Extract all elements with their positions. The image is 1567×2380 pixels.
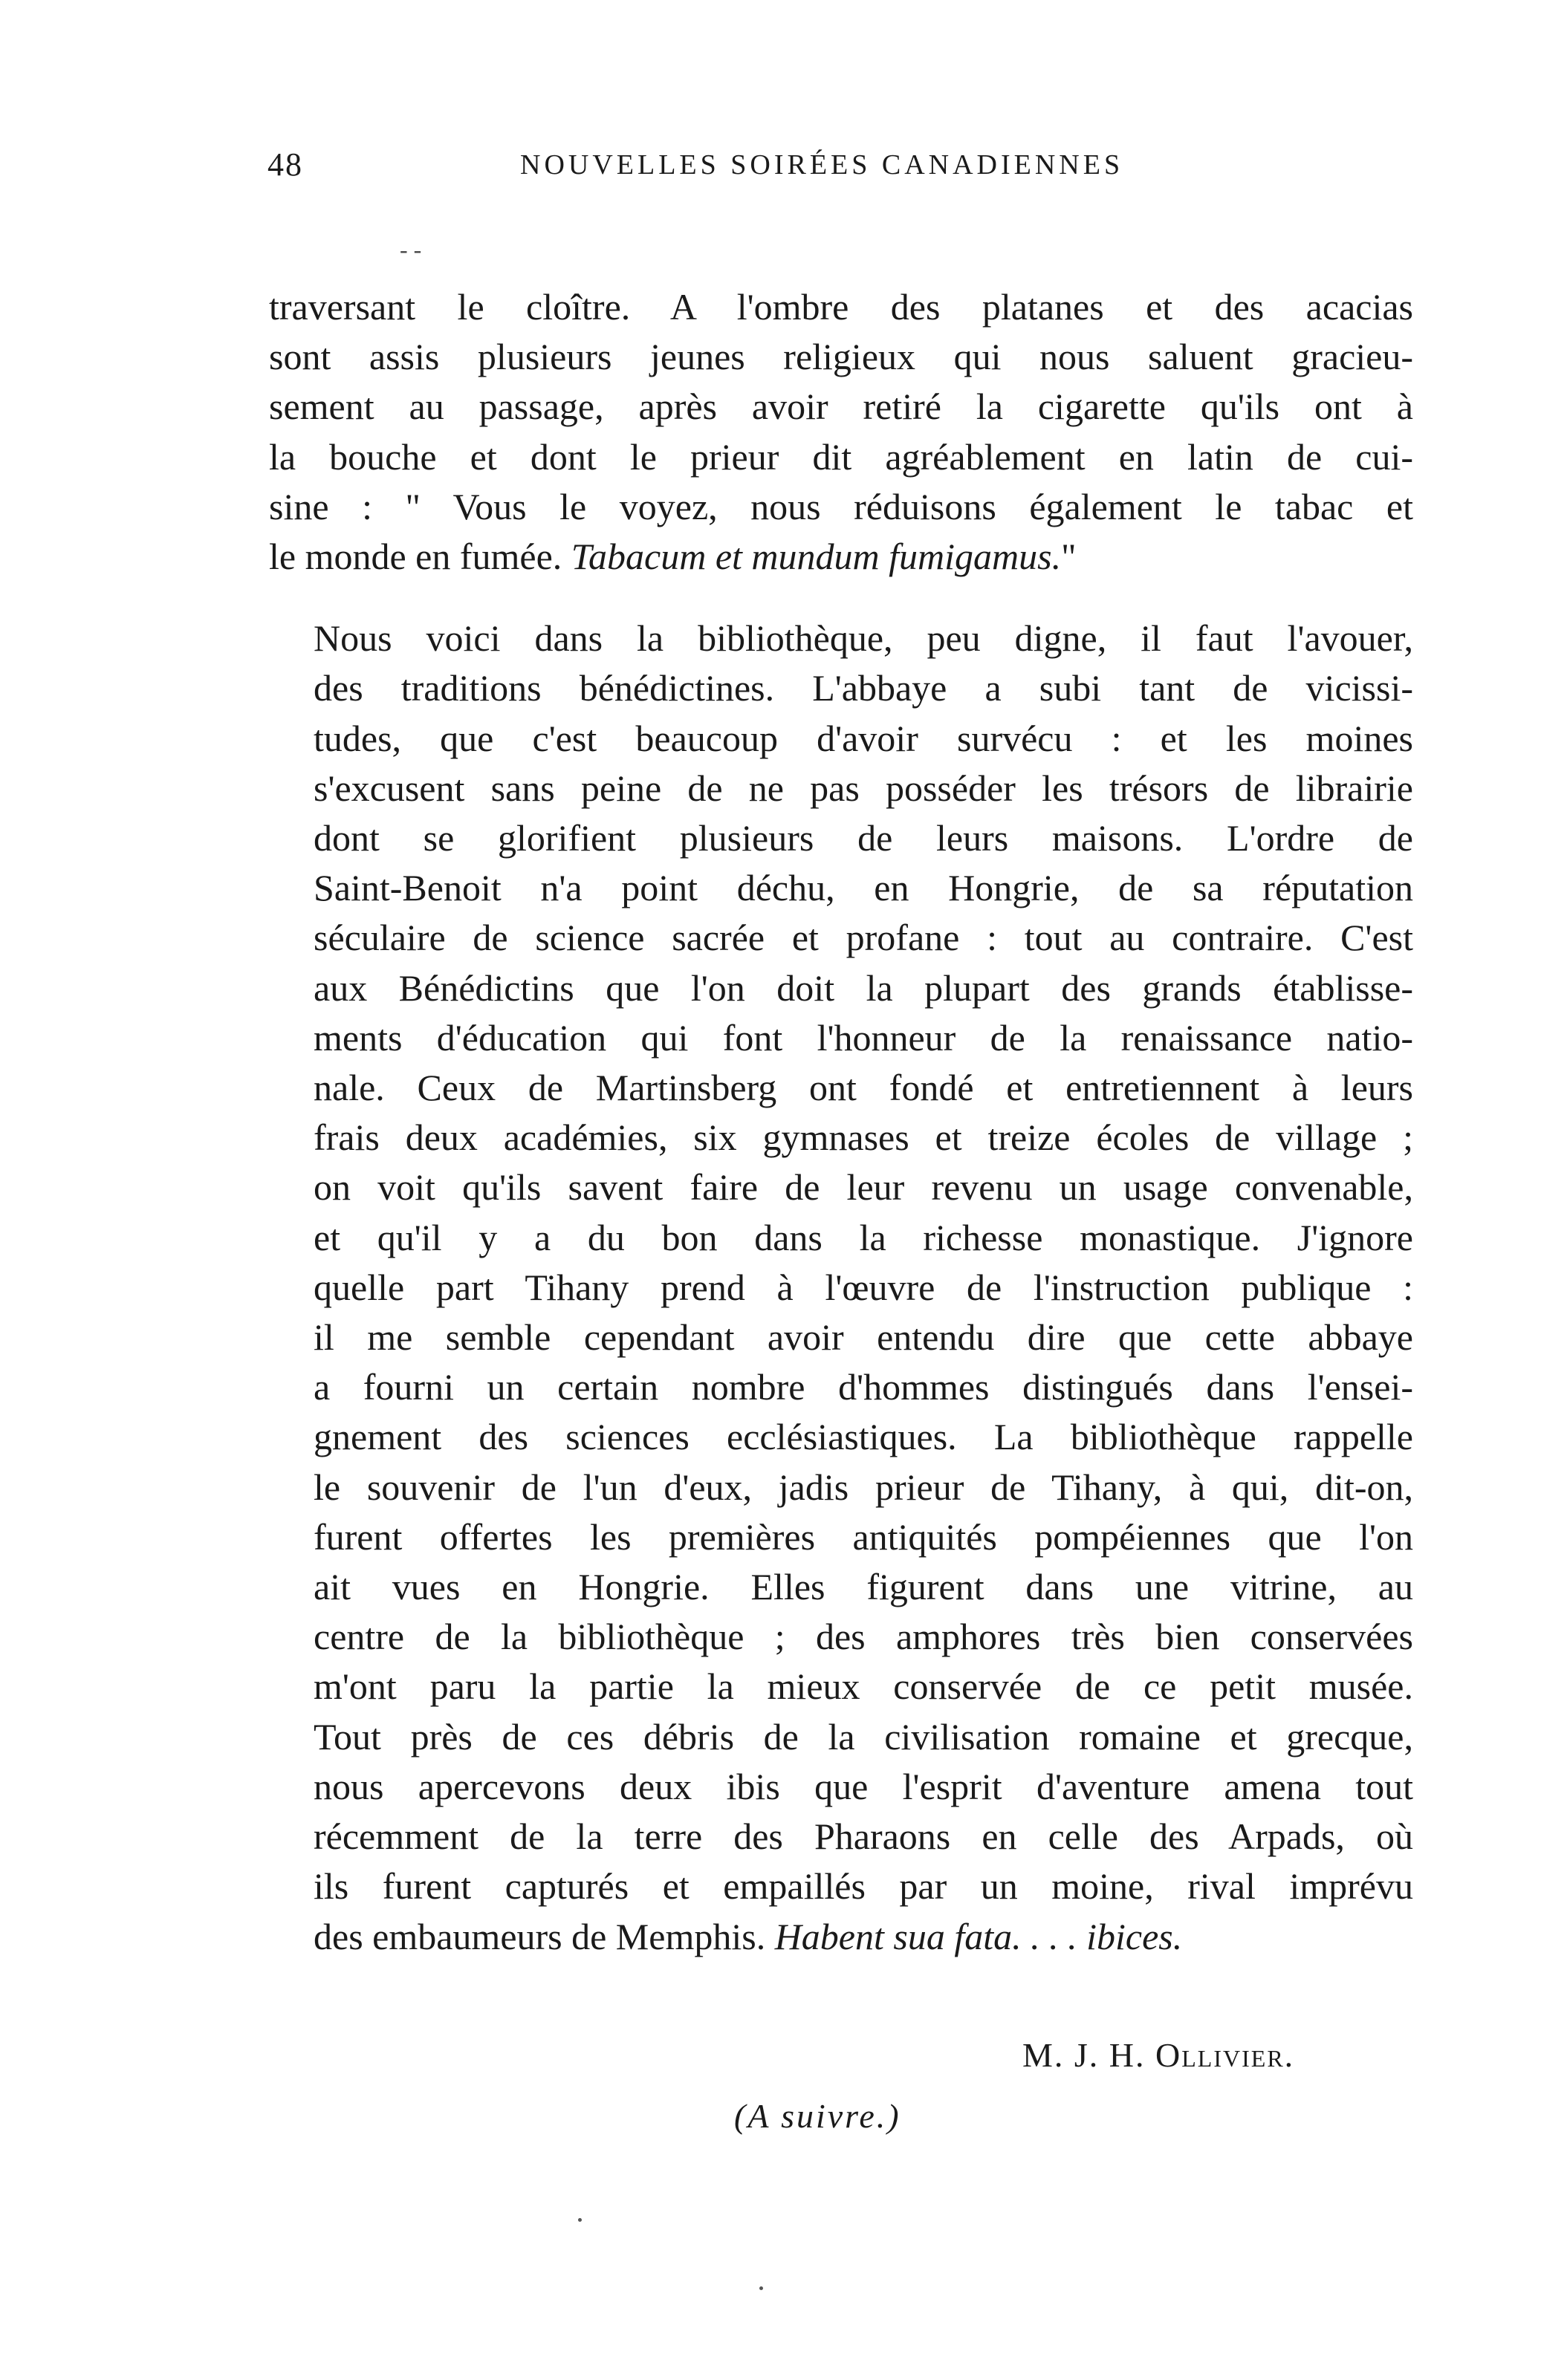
text-line: sont assis plusieurs jeunes religieux qui nous saluent gracieu- bbox=[269, 336, 1413, 378]
text-line: Nous voici dans la bibliothèque, peu digne, il faut l'avouer, bbox=[314, 617, 1413, 660]
text-line: ments d'éducation qui font l'honneur de la renaissance natio- bbox=[314, 1016, 1413, 1059]
text-line: Tout près de ces débris de la civilisation romaine et grecque, bbox=[314, 1715, 1413, 1758]
text-line: ait vues en Hongrie. Elles figurent dans une vitrine, au bbox=[314, 1566, 1413, 1608]
text-line: la bouche et dont le prieur dit agréablement en latin de cui- bbox=[269, 435, 1413, 478]
latin-quote: Habent sua fata. . . . ibices. bbox=[774, 1915, 1183, 1957]
text-line: traversant le cloître. A l'ombre des platanes et des acacias bbox=[269, 286, 1413, 328]
paragraph-2 bbox=[269, 614, 1413, 1961]
text-line: sine : " Vous le voyez, nous réduisons également le tabac et bbox=[269, 485, 1413, 527]
text-line bbox=[269, 1912, 1413, 1962]
text-line: frais deux académies, six gymnases et treize écoles de village ; bbox=[314, 1116, 1413, 1159]
text-line: aux Bénédictins que l'on doit la plupart des grands établisse- bbox=[314, 966, 1413, 1009]
author-signature bbox=[1022, 2035, 1294, 2075]
latin-quote: Tabacum et mundum fumigamus. bbox=[571, 536, 1062, 578]
text-line: ils furent capturés et empaillés par un moine, rival imprévu bbox=[314, 1865, 1413, 1908]
print-speck bbox=[578, 2218, 582, 2222]
author-name: Ollivier. bbox=[1155, 2036, 1295, 2074]
text-line: gnement des sciences ecclésiastiques. La bibliothèque rappelle bbox=[314, 1416, 1413, 1458]
text-line: quelle part Tihany prend à l'œuvre de l'instruction publique : bbox=[314, 1266, 1413, 1308]
text-segment: " bbox=[1061, 536, 1077, 578]
running-title: NOUVELLES SOIRÉES CANADIENNES bbox=[520, 149, 1124, 181]
text-line: et qu'il y a du bon dans la richesse monastique. J'ignore bbox=[314, 1216, 1413, 1258]
paragraph-1 bbox=[269, 282, 1413, 582]
text-line: a fourni un certain nombre d'hommes distingués dans l'ensei- bbox=[314, 1366, 1413, 1408]
text-line: tudes, que c'est beaucoup d'avoir survécu : et les moines bbox=[314, 717, 1413, 759]
text-line: il me semble cependant avoir entendu dire que cette abbaye bbox=[314, 1316, 1413, 1359]
text-line: des traditions bénédictines. L'abbaye a subi tant de vicissi- bbox=[314, 667, 1413, 709]
text-line: récemment de la terre des Pharaons en celle des Arpads, où bbox=[314, 1815, 1413, 1858]
page-number: 48 bbox=[267, 146, 303, 183]
text-line: nous apercevons deux ibis que l'esprit d'aventure amena tout bbox=[314, 1765, 1413, 1807]
text-line: le souvenir de l'un d'eux, jadis prieur de Tihany, à qui, dit-on, bbox=[314, 1466, 1413, 1508]
text-line: centre de la bibliothèque ; des amphores très bien conservées bbox=[314, 1616, 1413, 1658]
text-line: nale. Ceux de Martinsberg ont fondé et entretiennent à leurs bbox=[314, 1067, 1413, 1109]
text-line: sement au passage, après avoir retiré la cigarette qu'ils ont à bbox=[269, 386, 1413, 428]
text-line: furent offertes les premières antiquités pompéiennes que l'on bbox=[314, 1515, 1413, 1558]
body-text bbox=[269, 282, 1413, 1962]
text-segment: le monde en fumée. bbox=[269, 536, 571, 578]
text-line: on voit qu'ils savent faire de leur revenu un usage convenable, bbox=[314, 1166, 1413, 1209]
author-initials: M. J. H. bbox=[1022, 2036, 1156, 2074]
text-segment: des embaumeurs de Memphis. bbox=[314, 1915, 775, 1957]
to-be-continued-note: (A suivre.) bbox=[734, 2097, 901, 2135]
text-line: dont se glorifient plusieurs de leurs maisons. L'ordre de bbox=[314, 817, 1413, 859]
header-dash: - - bbox=[400, 236, 422, 263]
print-speck bbox=[759, 2286, 763, 2290]
text-line: m'ont paru la partie la mieux conservée de ce petit musée. bbox=[314, 1665, 1413, 1708]
text-line: s'excusent sans peine de ne pas posséder les trésors de librairie bbox=[314, 767, 1413, 809]
text-line bbox=[269, 532, 1413, 582]
text-line: séculaire de science sacrée et profane : tout au contraire. C'est bbox=[314, 917, 1413, 959]
text-line: Saint-Benoit n'a point déchu, en Hongrie, de sa réputation bbox=[314, 867, 1413, 909]
page-header bbox=[267, 146, 1412, 190]
